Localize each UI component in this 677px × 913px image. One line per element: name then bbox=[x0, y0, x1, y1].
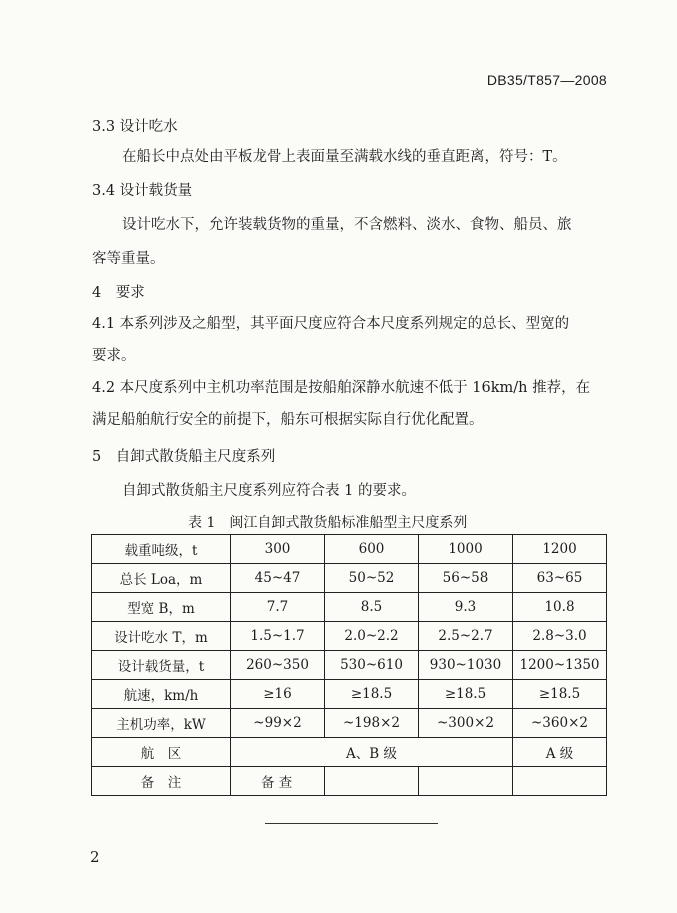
table-cell: 1200~1350 bbox=[513, 651, 607, 680]
standard-number: DB35/T857—2008 bbox=[486, 72, 607, 88]
row-label: 总长 Loa，m bbox=[92, 564, 231, 593]
row-label: 主机功率，kW bbox=[92, 709, 231, 738]
section-4-1-text-line-2: 要求。 bbox=[92, 348, 136, 364]
table-header-cell: 300 bbox=[231, 535, 325, 564]
table-cell: ~198×2 bbox=[325, 709, 419, 738]
section-3-3-title: 3.3 设计吃水 bbox=[92, 119, 178, 135]
table-cell: 2.0~2.2 bbox=[325, 622, 419, 651]
table-row bbox=[92, 651, 607, 680]
table-row-navigation-area bbox=[92, 738, 607, 767]
table-cell: 7.7 bbox=[231, 593, 325, 622]
table-cell: 930~1030 bbox=[419, 651, 513, 680]
section-4-1-text-line-1: 4.1 本系列涉及之船型，其平面尺度应符合本尺度系列规定的总长、型宽的 bbox=[92, 316, 570, 332]
row-label: 设计载货量，t bbox=[92, 651, 231, 680]
table-cell: ≥16 bbox=[231, 680, 325, 709]
section-3-3-text: 在船长中点处由平板龙骨上表面量至满载水线的垂直距离，符号：T。 bbox=[122, 149, 567, 165]
table-row bbox=[92, 709, 607, 738]
table-cell-empty bbox=[513, 767, 607, 796]
table-cell: ~300×2 bbox=[419, 709, 513, 738]
table-row bbox=[92, 593, 607, 622]
navigation-area-ab: A、B 级 bbox=[231, 738, 513, 767]
table-header-cell: 1200 bbox=[513, 535, 607, 564]
remarks-value: 备 查 bbox=[231, 767, 325, 796]
table-row bbox=[92, 680, 607, 709]
table-header-row bbox=[92, 535, 607, 564]
table-cell: 1.5~1.7 bbox=[231, 622, 325, 651]
table-cell: 50~52 bbox=[325, 564, 419, 593]
end-rule bbox=[265, 823, 438, 824]
table-header-cell: 载重吨级，t bbox=[92, 535, 231, 564]
table-cell: 260~350 bbox=[231, 651, 325, 680]
section-4-2-text-line-1: 4.2 本尺度系列中主机功率范围是按船舶深静水航速不低于 16km/h 推荐，在 bbox=[92, 380, 591, 396]
page-number: 2 bbox=[90, 848, 100, 866]
dimension-series-table bbox=[91, 534, 607, 796]
section-3-4-text-line-1: 设计吃水下，允许装载货物的重量，不含燃料、淡水、食物、船员、旅 bbox=[122, 217, 572, 233]
table-row bbox=[92, 564, 607, 593]
table-cell-empty bbox=[419, 767, 513, 796]
section-3-4-text-line-2: 客等重量。 bbox=[92, 251, 165, 267]
table-header-cell: 1000 bbox=[419, 535, 513, 564]
section-4-title: 4 要求 bbox=[92, 285, 145, 301]
section-5-text: 自卸式散货船主尺度系列应符合表 1 的要求。 bbox=[122, 483, 416, 499]
table-row bbox=[92, 622, 607, 651]
navigation-area-a: A 级 bbox=[513, 738, 607, 767]
table-cell: 45~47 bbox=[231, 564, 325, 593]
table-cell: 530~610 bbox=[325, 651, 419, 680]
table-cell: 2.5~2.7 bbox=[419, 622, 513, 651]
section-3-4-title: 3.4 设计载货量 bbox=[92, 183, 193, 199]
table-cell-empty bbox=[325, 767, 419, 796]
table-caption: 表 1 闽江自卸式散货船标准船型主尺度系列 bbox=[188, 515, 468, 531]
table-cell: 56~58 bbox=[419, 564, 513, 593]
section-4-2-text-line-2: 满足船舶航行安全的前提下，船东可根据实际自行优化配置。 bbox=[92, 412, 484, 428]
table-cell: 2.8~3.0 bbox=[513, 622, 607, 651]
table-cell: ~99×2 bbox=[231, 709, 325, 738]
table-cell: ≥18.5 bbox=[513, 680, 607, 709]
table-cell: ≥18.5 bbox=[325, 680, 419, 709]
table-cell: ~360×2 bbox=[513, 709, 607, 738]
table-row-remarks bbox=[92, 767, 607, 796]
row-label: 备 注 bbox=[92, 767, 231, 796]
table-cell: ≥18.5 bbox=[419, 680, 513, 709]
section-5-title: 5 自卸式散货船主尺度系列 bbox=[92, 449, 276, 465]
table-header-cell: 600 bbox=[325, 535, 419, 564]
row-label: 型宽 B，m bbox=[92, 593, 231, 622]
table-cell: 10.8 bbox=[513, 593, 607, 622]
row-label: 设计吃水 T，m bbox=[92, 622, 231, 651]
row-label: 航速，km/h bbox=[92, 680, 231, 709]
table-cell: 8.5 bbox=[325, 593, 419, 622]
table-cell: 63~65 bbox=[513, 564, 607, 593]
row-label: 航 区 bbox=[92, 738, 231, 767]
table-cell: 9.3 bbox=[419, 593, 513, 622]
